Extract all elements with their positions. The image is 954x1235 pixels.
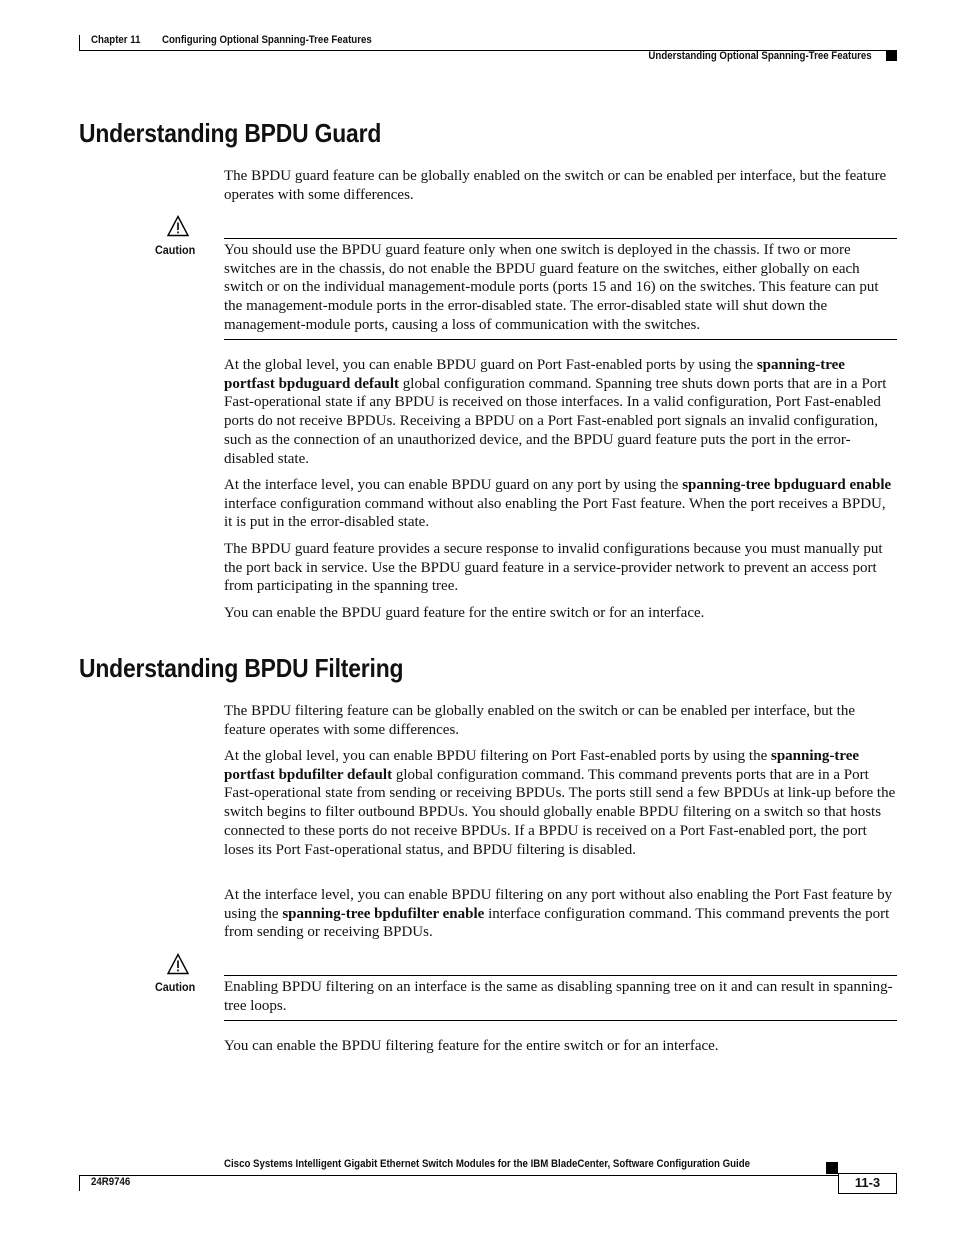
filter-global-paragraph: At the global level, you can enable BPDU filtering on Port Fast-enabled ports by using the spanning-tree portfast bpdufilter default global configuration command. This command prevents ports that are in a Port Fast-operational state from sending or receiving BPDUs. The ports still send a few BPDUs at link-up before the switch begins to filter outbound BPDUs. You should globally enable BPDU filtering on a switch so that hosts connected to these ports do not receive BPDUs. If a BPDU is received on a Port Fast-enabled port, the port loses its Port Fast-operational status, and BPDU filtering is disabled. — [224, 748, 896, 858]
caution-bottom-rule — [224, 1020, 897, 1021]
guard-global-paragraph: At the global level, you can enable BPDU guard on Port Fast-enabled ports by using the spanning-tree portfast bpduguard default global configuration command. Spanning tree shuts down ports that are in a Port Fast-operational state if any BPDU is received on those interfaces. In a valid configuration, Port Fast-enabled ports do not receive BPDUs. Receiving a BPDU on a Port Fast-enabled port signals an invalid configuration, such as the connection of an unauthorized device, and the BPDU guard feature puts the port in the error-disabled state. — [224, 357, 887, 467]
guard-summary-paragraph: You can enable the BPDU guard feature for the entire switch or for an interface. — [224, 605, 705, 621]
footer-vertical-rule — [79, 1175, 80, 1191]
command-bpdufilter-enable: spanning-tree bpdufilter enable — [282, 905, 485, 922]
guard-intro-paragraph: The BPDU guard feature can be globally enabled on the switch or can be enabled per interface, but the feature operates with some differences. — [224, 168, 887, 203]
command-bpduguard-enable: spanning-tree bpduguard enable — [682, 477, 892, 493]
filter-summary-paragraph: You can enable the BPDU filtering feature for the entire switch or for an interface. — [224, 1038, 719, 1054]
filter-interface-paragraph: At the interface level, you can enable BPDU filtering on any port without also enabling the Port Fast feature by using the spanning-tree bpdufilter enable interface configuration command. This command prevents the port from sending or receiving BPDUs. — [224, 887, 893, 941]
command-portfast-bpduguard-default: spanning-tree portfast bpduguard default — [224, 357, 845, 392]
header-chapter: Chapter 11 — [91, 34, 141, 46]
guard-secure-response-paragraph: The BPDU guard feature provides a secure response to invalid configurations because you must manually put the port back in service. Use the BPDU guard feature in a service-provider network to prevent an access port from participating in the spanning tree. — [224, 541, 883, 595]
caution-triangle-icon — [167, 215, 189, 237]
footer-rule — [79, 1175, 839, 1176]
filter-intro-paragraph: The BPDU filtering feature can be globally enabled on the switch or can be enabled per interface, but the feature operates with some differences. — [224, 703, 856, 738]
footer-book-title: Cisco Systems Intelligent Gigabit Ethernet Switch Modules for the IBM BladeCenter, Software Configuration Guide — [224, 1158, 751, 1170]
footer-document-number: 24R9746 — [91, 1176, 131, 1188]
header-section-title: Understanding Optional Spanning-Tree Features — [648, 50, 872, 62]
filter-caution-text: Enabling BPDU filtering on an interface is the same as disabling spanning tree on it and can result in spanning-tree loops. — [224, 979, 893, 1014]
header-vertical-rule — [79, 35, 80, 51]
guard-caution-text: You should use the BPDU guard feature only when one switch is deployed in the chassis. If two or more switches are in the chassis, do not enable the BPDU guard feature on the switches, either globally on each switch or on the individual management-module ports (ports 15 and 16) on the switches. This feature can put the management-module ports in the error-disabled state. The error-disabled state will shut down the management-module ports, causing a loss of communication with the switches. — [224, 242, 879, 333]
heading-bpdu-filtering: Understanding BPDU Filtering — [79, 653, 404, 683]
footer-page-marker — [826, 1162, 838, 1174]
header-marker — [886, 51, 897, 61]
command-portfast-bpdufilter-default: spanning-tree portfast bpdufilter default — [224, 748, 860, 783]
caution-label: Caution — [155, 243, 196, 257]
header-chapter-title: Configuring Optional Spanning-Tree Features — [162, 34, 372, 46]
guard-interface-paragraph: At the interface level, you can enable BPDU guard on any port by using the spanning-tree bpduguard enable interface configuration command without also enabling the Port Fast feature. When the port receives a BPDU, it is put in the error-disabled state. — [224, 477, 892, 531]
caution-bottom-rule — [224, 339, 897, 340]
caution-triangle-icon — [167, 953, 189, 975]
caution-top-rule — [224, 975, 897, 976]
caution-label: Caution — [155, 980, 196, 994]
heading-bpdu-guard: Understanding BPDU Guard — [79, 118, 382, 148]
caution-top-rule — [224, 238, 897, 239]
page-number: 11-3 — [854, 1175, 881, 1190]
